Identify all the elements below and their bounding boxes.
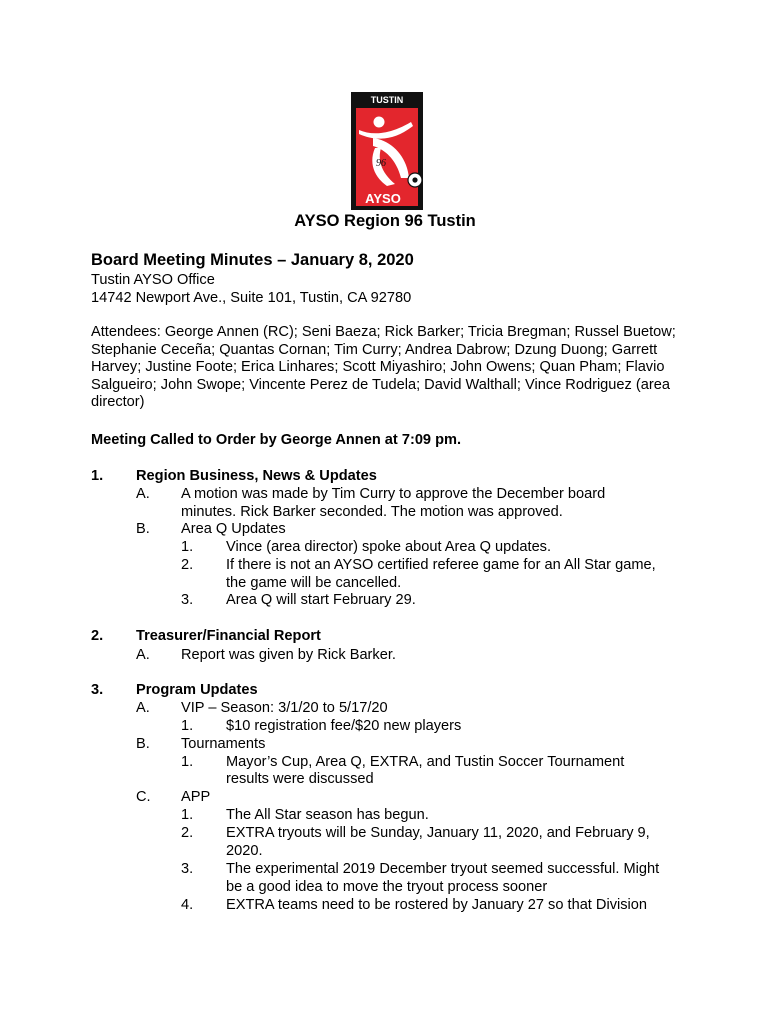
- sub-item-number: 1.: [181, 539, 194, 555]
- logo-number: 96: [376, 158, 386, 169]
- item-text: Report was given by Rick Barker.: [181, 647, 396, 663]
- section-number: 3.: [91, 682, 104, 698]
- sub-item-number: 2.: [181, 825, 194, 841]
- tustin-ayso-logo: [351, 92, 423, 210]
- sub-item-number: 4.: [181, 897, 194, 913]
- logo-bottom-text: AYSO: [365, 191, 401, 206]
- sub-item-text-line: 2020.: [226, 843, 263, 859]
- address-line-1: Tustin AYSO Office: [91, 272, 215, 288]
- section-number: 2.: [91, 628, 104, 644]
- sub-item-text-line: If there is not an AYSO certified referee game for an All Star game,: [226, 557, 656, 573]
- address-line-2: 14742 Newport Ave., Suite 101, Tustin, CA 92780: [91, 290, 412, 306]
- section-title: Treasurer/Financial Report: [136, 628, 321, 644]
- item-letter: B.: [136, 521, 150, 537]
- item-letter: B.: [136, 736, 150, 752]
- item-text: Tournaments: [181, 736, 266, 752]
- logo-ball-patch: [412, 177, 417, 182]
- sub-item-number: 3.: [181, 592, 194, 608]
- section-number: 1.: [91, 468, 104, 484]
- sub-item-number: 1.: [181, 718, 194, 734]
- item-text: VIP – Season: 3/1/20 to 5/17/20: [181, 700, 388, 716]
- sub-item-text: The All Star season has begun.: [226, 807, 429, 823]
- meeting-heading: Board Meeting Minutes – January 8, 2020: [91, 251, 414, 269]
- called-to-order: Meeting Called to Order by George Annen at 7:09 pm.: [91, 432, 462, 448]
- item-letter: A.: [136, 486, 150, 502]
- sub-item-text-line: Mayor’s Cup, Area Q, EXTRA, and Tustin Soccer Tournament: [226, 754, 625, 770]
- sub-item-text: $10 registration fee/$20 new players: [226, 718, 462, 734]
- section-title: Program Updates: [136, 682, 258, 698]
- document-title: AYSO Region 96 Tustin: [294, 212, 476, 230]
- sub-item-text-line: be a good idea to move the tryout process sooner: [226, 879, 548, 895]
- logo-player-head: [374, 117, 385, 128]
- logo-top-text: TUSTIN: [370, 95, 404, 105]
- item-letter: A.: [136, 647, 150, 663]
- sub-item-text-line: the game will be cancelled.: [226, 575, 402, 591]
- sub-item-number: 1.: [181, 807, 194, 823]
- sub-item-text-line: EXTRA tryouts will be Sunday, January 11, 2020, and February 9,: [226, 825, 650, 841]
- sub-item-number: 3.: [181, 861, 194, 877]
- item-text-line: minutes. Rick Barker seconded. The motion was approved.: [181, 504, 563, 520]
- sub-item-text-line: results were discussed: [226, 771, 374, 787]
- item-letter: A.: [136, 700, 150, 716]
- sub-item-number: 2.: [181, 557, 194, 573]
- sub-item-text: Area Q will start February 29.: [226, 592, 416, 608]
- sub-item-number: 1.: [181, 754, 194, 770]
- item-text: APP: [181, 789, 211, 805]
- attendees-paragraph: Attendees: George Annen (RC); Seni Baeza; Rick Barker; Tricia Bregman; Russel Buetow; Stephanie Ceceña; Quantas Cornan; Tim Curry; Andrea Dabrow; Dzung Duong; Garrett Harvey; Justine Foote; Erica Linhares; Scott Miyashiro; John Owens; Quan Pham; Flavio Salgueiro; John Swope; Vincente Perez de Tudela; David Walthall; Vince Rodriguez (area director): [91, 324, 676, 411]
- item-text-line: A motion was made by Tim Curry to approve the December board: [181, 486, 606, 502]
- section-title: Region Business, News & Updates: [136, 468, 377, 484]
- sub-item-text-line: The experimental 2019 December tryout seemed successful. Might: [226, 861, 660, 877]
- item-letter: C.: [136, 789, 151, 805]
- sub-item-text: EXTRA teams need to be rostered by January 27 so that Division: [226, 897, 648, 913]
- item-text: Area Q Updates: [181, 521, 286, 537]
- sub-item-text: Vince (area director) spoke about Area Q updates.: [226, 539, 552, 555]
